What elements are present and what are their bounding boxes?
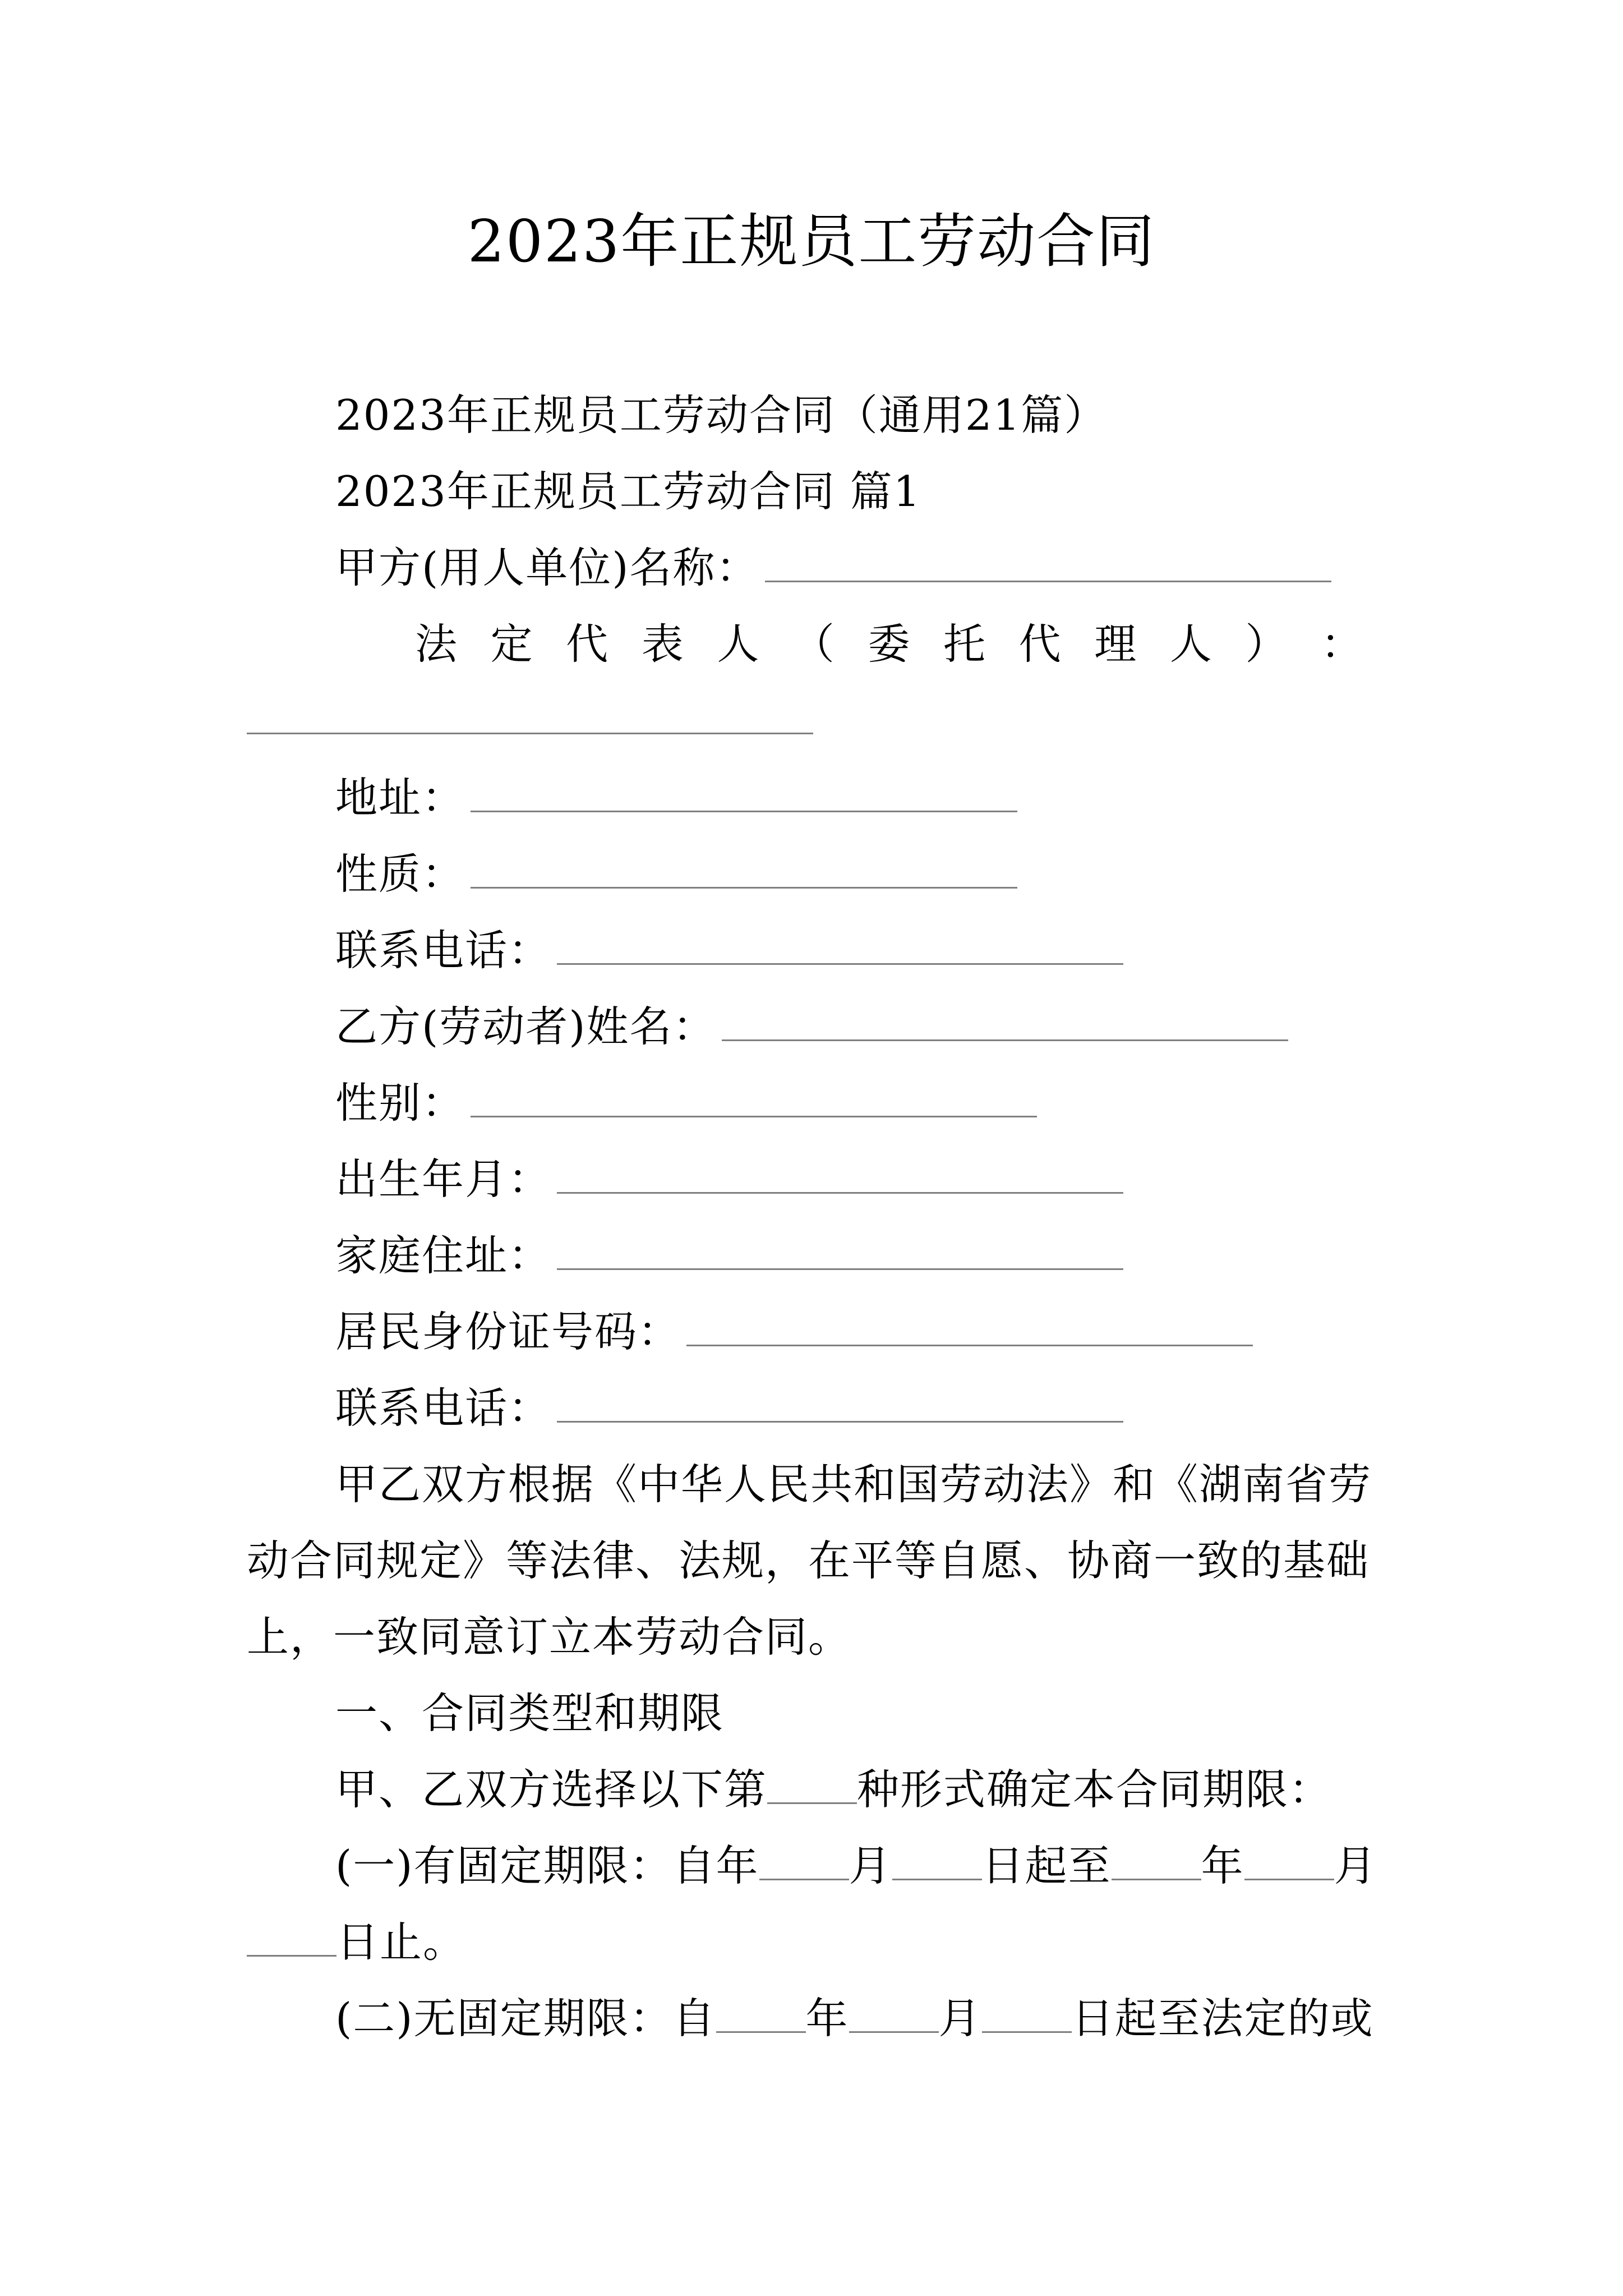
rep-label-char: 法 xyxy=(415,619,458,669)
rep-label-char: 表 xyxy=(641,619,684,669)
fixed-term-row xyxy=(335,1838,1377,1894)
party-b-phone-label: 联系电话： xyxy=(335,1383,552,1433)
party-b-birth-row xyxy=(335,1151,1123,1207)
rep-label-char: 人 xyxy=(717,619,759,669)
section-heading: 2023年正规员工劳动合同 篇1 xyxy=(335,467,921,516)
party-a-nature-label: 性质： xyxy=(335,849,465,899)
party-a-rep-blank[interactable] xyxy=(247,733,813,734)
party-b-id-row xyxy=(335,1304,1253,1360)
party-a-phone-blank[interactable] xyxy=(557,926,1123,965)
party-b-home-row xyxy=(335,1227,1123,1283)
party-b-id-label: 居民身份证号码： xyxy=(335,1307,681,1356)
open-term-rest: 日起至法定的或 xyxy=(1071,1994,1374,2043)
rep-label-char: 托 xyxy=(943,619,986,669)
clause-1-heading: 一、合同类型和期限 xyxy=(335,1688,725,1738)
rep-label-char: ： xyxy=(1320,619,1363,669)
open-term-year-blank[interactable] xyxy=(716,1994,806,2033)
open-term-day-blank[interactable] xyxy=(982,1994,1072,2033)
open-term-month-label: 月 xyxy=(938,1994,982,2043)
document-title: 2023年正规员工劳动合同 xyxy=(467,207,1156,275)
open-term-year-label: 年 xyxy=(805,1994,849,2043)
clause-1-intro-after: 种形式确定本合同期限： xyxy=(857,1765,1332,1814)
fixed-term-end-day-blank[interactable] xyxy=(247,1918,336,1957)
rep-label-char: ） xyxy=(1245,619,1288,669)
fixed-term-month-label: 月 xyxy=(849,1841,892,1890)
party-b-gender-row xyxy=(335,1075,1037,1131)
party-b-name-row xyxy=(335,999,1288,1055)
party-b-home-blank[interactable] xyxy=(557,1231,1123,1270)
party-b-gender-blank[interactable] xyxy=(471,1079,1037,1117)
party-a-address-row xyxy=(335,770,1017,826)
party-b-name-label: 乙方(劳动者)姓名： xyxy=(335,1002,716,1051)
fixed-term-day-label: 日起至 xyxy=(981,1841,1112,1890)
fixed-term-end: 日止。 xyxy=(336,1917,467,1967)
party-a-rep-row xyxy=(415,616,1363,672)
rep-label-char: （ xyxy=(792,619,834,669)
party-b-name-blank[interactable] xyxy=(722,1002,1288,1041)
party-b-gender-label: 性别： xyxy=(335,1078,465,1128)
intro-line: 动合同规定》等法律、法规，在平等自愿、协商一致的基础 xyxy=(247,1536,1370,1585)
fixed-term-end-row xyxy=(247,1914,466,1970)
open-term-prefix: (二)无固定期限：自 xyxy=(335,1994,716,2043)
intro-line: 甲乙双方根据《中华人民共和国劳动法》和《湖南省劳 xyxy=(335,1460,1372,1509)
party-a-name-label: 甲方(用人单位)名称： xyxy=(335,543,759,592)
party-b-id-blank[interactable] xyxy=(686,1308,1253,1346)
party-b-home-label: 家庭住址： xyxy=(335,1231,552,1280)
intro-line: 上，一致同意订立本劳动合同。 xyxy=(247,1612,852,1662)
fixed-term-month2-blank[interactable] xyxy=(1244,1842,1334,1880)
rep-label-char: 代 xyxy=(566,619,608,669)
fixed-term-year2-label: 年 xyxy=(1201,1841,1244,1890)
clause-1-intro-before: 甲、乙双方选择以下第 xyxy=(335,1765,768,1814)
party-a-phone-row xyxy=(335,922,1123,978)
fixed-term-prefix: (一)有固定期限：自年 xyxy=(335,1841,759,1890)
party-a-address-blank[interactable] xyxy=(471,774,1017,812)
party-b-birth-label: 出生年月： xyxy=(335,1154,552,1204)
open-term-month-blank[interactable] xyxy=(849,1994,939,2033)
rep-label-char: 人 xyxy=(1169,619,1212,669)
rep-label-char: 理 xyxy=(1094,619,1137,669)
fixed-term-month-blank[interactable] xyxy=(759,1842,849,1880)
term-type-blank[interactable] xyxy=(767,1765,857,1804)
document-subtitle: 2023年正规员工劳动合同（通用21篇） xyxy=(335,390,1108,440)
party-a-address-label: 地址： xyxy=(335,773,465,822)
party-a-name-blank[interactable] xyxy=(765,544,1331,582)
party-a-nature-blank[interactable] xyxy=(471,850,1017,889)
fixed-term-month2-label: 月 xyxy=(1334,1841,1377,1890)
rep-label-char: 代 xyxy=(1018,619,1061,669)
party-a-name-row xyxy=(335,540,1331,596)
party-b-phone-row xyxy=(335,1380,1123,1436)
party-a-nature-row xyxy=(335,846,1017,902)
party-b-birth-blank[interactable] xyxy=(557,1155,1123,1194)
fixed-term-day-blank[interactable] xyxy=(892,1842,982,1880)
open-term-row xyxy=(335,1990,1374,2046)
party-a-phone-label: 联系电话： xyxy=(335,926,552,975)
fixed-term-year2-blank[interactable] xyxy=(1112,1842,1201,1880)
rep-label-char: 委 xyxy=(868,619,910,669)
party-b-phone-blank[interactable] xyxy=(557,1384,1123,1423)
clause-1-intro-row xyxy=(335,1761,1332,1818)
rep-label-char: 定 xyxy=(490,619,533,669)
